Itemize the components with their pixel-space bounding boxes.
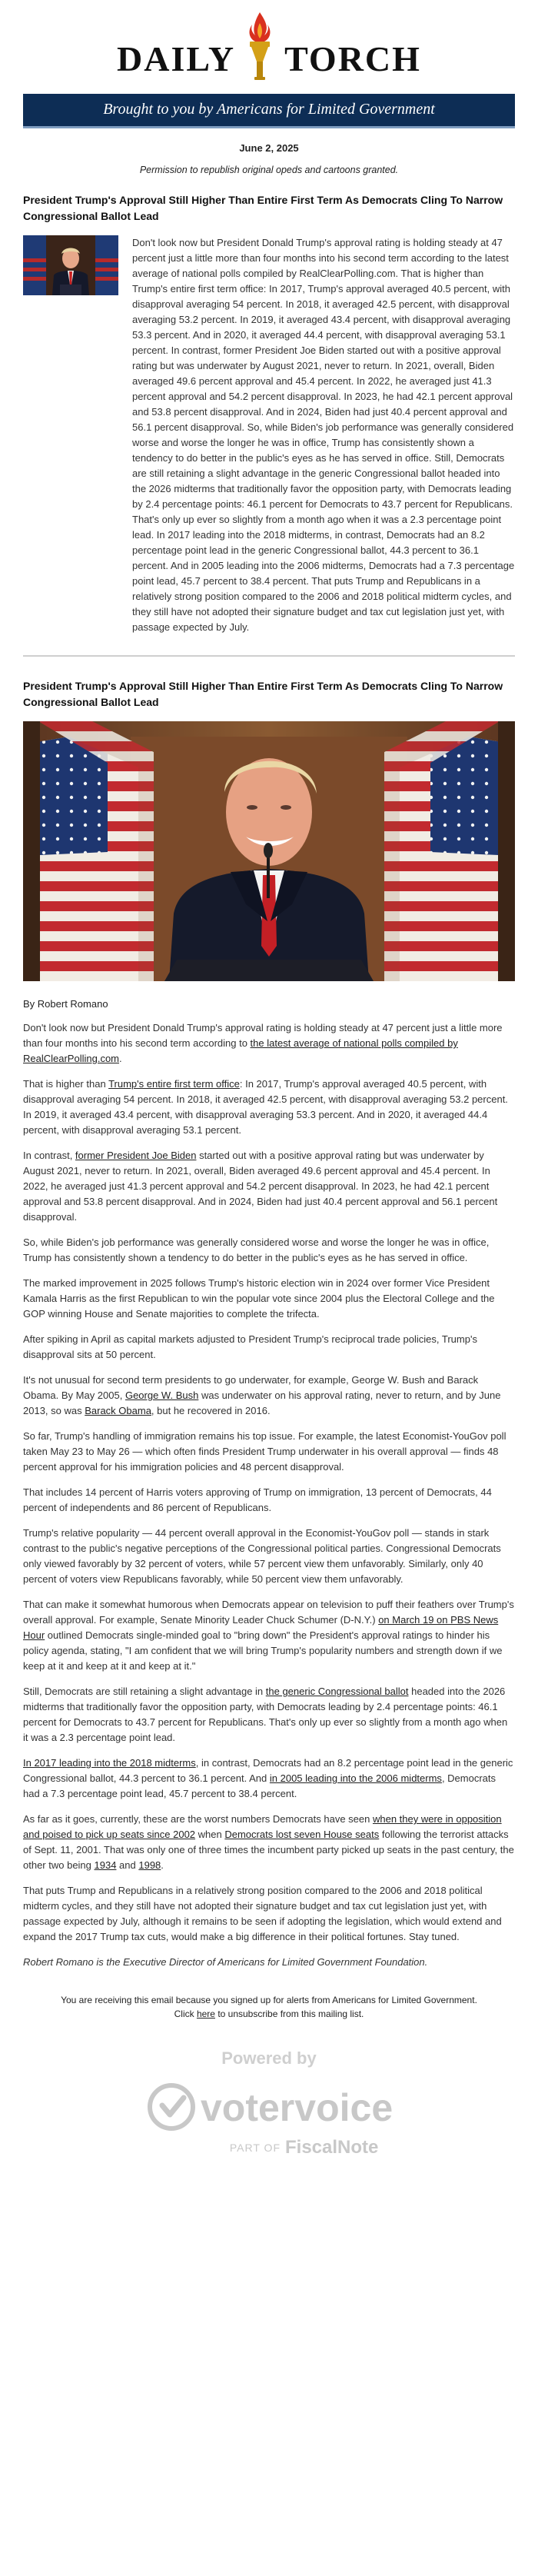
trump-podium-thumbnail-icon — [23, 235, 118, 295]
paragraph-text: following the terrorist attacks of Sept. 11, 2001. That was only one of three times the incumbent party picked up seats in the past century, the other two being — [23, 1829, 514, 1871]
paragraph-text: started out with a positive approval rating but was underwater by August 2021, never to return. In 2021, overall, Biden averaged 49.6 percent approval and 45.4 percent. In 2022, he averaged just 41.3 percent approval and 54.2 percent disapproval. In 2023, he had 42.1 percent approval and 53.8 percent disapproval. And in 2024, Biden had just 40.4 percent approval and 56.1 percent disapproval. — [23, 1150, 498, 1223]
check-circle-icon — [150, 2085, 193, 2128]
barack-obama-link[interactable]: Barack Obama — [85, 1405, 151, 1416]
article-paragraph-15: That puts Trump and Republicans in a relatively strong position compared to the 2006 and 2018 political midterm cycles, and they still have not adopted their signature budget and tax cut legislation just yet, with passage expected by July, although it remains to be seen if adopting the legislation, which would extend and expand the 2017 Trump tax cuts, would make a big difference in their political fortunes. Stay tuned. — [23, 1885, 502, 1942]
paragraph-text: when — [195, 1829, 225, 1840]
votervoice-logo-icon — [142, 2036, 396, 2167]
article-paragraph-11 — [23, 1597, 515, 1674]
article-paragraph-10: Trump's relative popularity — 44 percent overall approval in the Economist-YouGov poll — stands in stark contrast to the public's negative perceptions of the Congressional political parties. Congressional Democrats only viewed favorably by 32 percent of voters, while 57 percent view them unfavorably. Similarly, only 40 percent of voters view Republicans favorably, while 50 percent view them unfavorably. — [23, 1527, 501, 1585]
article-paragraph-12 — [23, 1684, 515, 1746]
masthead-title-right: TORCH — [284, 39, 421, 78]
author-bio: Robert Romano is the Executive Director of Americans for Limited Government Foundation. — [23, 1956, 428, 1968]
powered-by-label: Powered by — [221, 2048, 317, 2068]
article-paragraph-5: The marked improvement in 2025 follows Trump's historic election win in 2024 over former Vice President Kamala Harris as the first Republican to win the popular vote since 2004 plus the Electoral College and the GOP winning House and Senate majorities to complete the trifecta. — [23, 1277, 495, 1320]
joe-biden-link[interactable]: former President Joe Biden — [75, 1150, 197, 1161]
unsubscribe-link[interactable]: here — [196, 2009, 215, 2019]
summary-article-text: Don't look now but President Donald Trump's approval rating is holding steady at 47 percent just a little more than four months into his second term according to the latest average of national polls compiled by RealClearPolling.com. That is higher than Trump's entire first term office: In 2017, Trump's approval averaged 40.5 percent, with disapproval averaging 54 percent. In 2018, it averaged 42.5 percent, with disapproval averaging 53.2 percent. In 2019, it averaged 43.4 percent, with disapproval averaging 53.3 percent. And in 2020, it averaged 44.4 percent, with disapproval averaging 53.1 percent. In contrast, former President Joe Biden started out with a positive approval rating but was underwater by August 2021, never to return. In 2021, overall, Biden averaged 49.6 percent approval and 45.4 percent. In 2022, he averaged just 41.3 percent approval and 54.2 percent disapproval. In 2023, he had 42.1 percent approval and 53.8 percent disapproval. And in 2024, Biden had just 40.4 percent approval and 56.1 percent disapproval. So, while Biden's job performance was generally considered worse and worse the longer he was in office, Trump has consistently shown a tendency to do better in the public's eyes as he has served in office. Still, Democrats are still retaining a slight advantage in the generic Congressional ballot headed into the 2026 midterms that traditionally favor the opposition party, with Democrats leading by 2.4 percentage points: 46.1 percent for Democrats to 43.7 percent for Republicans. That's only up ever so slightly from a month ago when it was a 2.3 percentage point lead. In 2017 leading into the 2018 midterms, in contrast, Democrats had an 8.2 percentage point lead in the generic Congressional ballot, 44.3 percent to 36.1 percent. And in 2005 leading into the 2006 midterms, Democrats had a 7.3 percentage point lead, 45.7 percent to 38.4 percent. That puts Trump and Republicans in a relatively strong position compared to the 2006 and 2018 political midterm cycles, and they still have not adopted their signature budget and tax cut legislation just yet, with passage expected by July. — [132, 237, 515, 633]
tagline-banner: Brought to you by Americans for Limited Government — [23, 94, 515, 128]
paragraph-text: . — [119, 1053, 122, 1064]
article-paragraph-13 — [23, 1756, 515, 1802]
pbs-news-hour-link[interactable]: on March 19 on PBS News Hour — [23, 1614, 499, 1641]
midterms-2006-link[interactable]: in 2005 leading into the 2006 midterms — [269, 1772, 442, 1784]
trump-first-term-link[interactable]: Trump's entire first term office — [108, 1078, 240, 1090]
article-paragraph-4: So, while Biden's job performance was generally considered worse and worse the longer he was in office, Trump has consistently shown a tendency to do better in the public's eyes as he has served in office. — [23, 1236, 490, 1263]
paragraph-text: As far as it goes, currently, these are the worst numbers Democrats have seen — [23, 1813, 373, 1825]
permission-note: Permission to republish original opeds and cartoons granted. — [139, 165, 399, 175]
house-seats-lost-link[interactable]: Democrats lost seven House seats — [224, 1829, 380, 1840]
realclearpolling-link[interactable]: the latest average of national polls compiled by RealClearPolling.com — [23, 1037, 458, 1064]
masthead-title-left: DAILY — [117, 39, 236, 78]
article-paragraph-2 — [23, 1077, 515, 1138]
paragraph-text: . — [161, 1859, 164, 1871]
paragraph-text: It's not unusual for second term presidents to go underwater, for example, George W. Bush and Barack Obama. By May 2005, — [23, 1374, 479, 1401]
paragraph-text: was underwater on his approval rating, never to return, and by June 2013, so was — [23, 1390, 501, 1416]
paragraph-text: , in contrast, Democrats had an 8.2 percentage point lead in the generic Congressional ballot, 44.3 percent to 36.1 percent. And — [23, 1757, 513, 1784]
unsubscribe-text: Click — [174, 2009, 197, 2019]
paragraph-text: , Democrats had a 7.3 percentage point lead, 45.7 percent to 38.4 percent. — [23, 1772, 496, 1799]
article-paragraph-3 — [23, 1148, 515, 1225]
article-paragraph-14 — [23, 1812, 515, 1873]
year-1998-link[interactable]: 1998 — [138, 1859, 161, 1871]
paragraph-text: Still, Democrats are still retaining a slight advantage in — [23, 1686, 266, 1697]
george-w-bush-link[interactable]: George W. Bush — [125, 1390, 199, 1401]
fiscalnote-wordmark: FiscalNote — [285, 2137, 379, 2158]
masthead — [23, 0, 515, 91]
paragraph-text: headed into the 2026 midterms that traditionally favor the opposition party, with Democrats leading by 2.4 percentage points: 46.1 percent for Democrats to 43.7 percent for Republicans. That's only up ever so slightly from a month ago when it was a 2.3 percentage point lead. — [23, 1686, 508, 1743]
article-paragraph-1 — [23, 1020, 515, 1067]
unsubscribe-line — [23, 2007, 515, 2021]
paragraph-text: In contrast, — [23, 1150, 75, 1161]
summary-article-title[interactable]: President Trump's Approval Still Higher Than Entire First Term As Democrats Cling To Narrow Congressional Ballot Lead — [23, 194, 503, 222]
issue-date: June 2, 2025 — [239, 142, 299, 154]
paragraph-text: , but he recovered in 2016. — [151, 1405, 271, 1416]
year-1934-link[interactable]: 1934 — [94, 1859, 117, 1871]
generic-ballot-link[interactable]: the generic Congressional ballot — [265, 1686, 409, 1697]
article-main-photo — [23, 721, 515, 981]
article-title: President Trump's Approval Still Higher Than Entire First Term As Democrats Cling To Narrow Congressional Ballot Lead — [23, 680, 503, 708]
summary-article — [23, 192, 515, 635]
paragraph-text: Don't look now but President Donald Trump's approval rating is holding steady at 47 percent just a little more than four months into his second term according to — [23, 1022, 503, 1049]
paragraph-text: outlined Democrats single-minded goal to "bring down" the President's approval ratings to hinder his policy agenda, stating, "I am confident that we will bring Trump's popularity numbers and strength down if we keep at it and keep at it and keep at it." — [23, 1629, 503, 1672]
full-article — [23, 678, 515, 1970]
paragraph-text: That is higher than — [23, 1078, 109, 1090]
subscription-notice: You are receiving this email because you signed up for alerts from Americans for Limited Government. — [61, 1995, 477, 2005]
paragraph-text: That can make it somewhat humorous when Democrats appear on television to puff their feathers over Trump's overall approval. For example, Senate Minority Leader Chuck Schumer (D-N.Y.) — [23, 1599, 514, 1626]
opposition-2002-link[interactable]: when they were in opposition and poised to pick up seats since 2002 — [23, 1813, 502, 1840]
paragraph-text: and — [116, 1859, 139, 1871]
midterms-2018-link[interactable]: In 2017 leading into the 2018 midterms — [23, 1757, 196, 1769]
torch-logo-icon — [243, 11, 277, 82]
votervoice-wordmark: votervoice — [201, 2086, 394, 2129]
unsubscribe-text: to unsubscribe from this mailing list. — [214, 2009, 364, 2019]
paragraph-text: : In 2017, Trump's approval averaged 40.5 percent, with disapproval averaging 54 percent. In 2018, it averaged 42.5 percent, with disapproval averaging 53.2 percent. In 2019, it averaged 43.4 percent, with disapproval averaging 53.3 percent. And in 2020, it averaged 44.4 percent, with disapproval averaging 53.1 percent. — [23, 1078, 508, 1136]
summary-article-photo[interactable] — [23, 235, 118, 295]
section-divider — [23, 655, 515, 657]
email-footer — [23, 1993, 515, 2167]
article-paragraph-7 — [23, 1373, 515, 1419]
trump-press-conference-photo-icon — [23, 721, 515, 981]
email-page — [23, 0, 515, 2167]
article-byline: By Robert Romano — [23, 998, 108, 1010]
part-of-label: PART OF — [229, 2142, 281, 2154]
article-paragraph-8: So far, Trump's handling of immigration remains his top issue. For example, the latest Economist-YouGov poll taken May 23 to May 26 — which often finds President Trump underwater in his overall approval — finds 48 percent approval for his immigration policies and 48 percent disapproval. — [23, 1430, 506, 1473]
article-paragraph-9: That includes 14 percent of Harris voters approving of Trump on immigration, 13 percent of Democrats, 44 percent of independents and 86 percent of Republicans. — [23, 1486, 492, 1513]
article-paragraph-6: After spiking in April as capital markets adjusted to President Trump's reciprocal trade policies, Trump's disapproval sits at 50 percent. — [23, 1333, 477, 1360]
